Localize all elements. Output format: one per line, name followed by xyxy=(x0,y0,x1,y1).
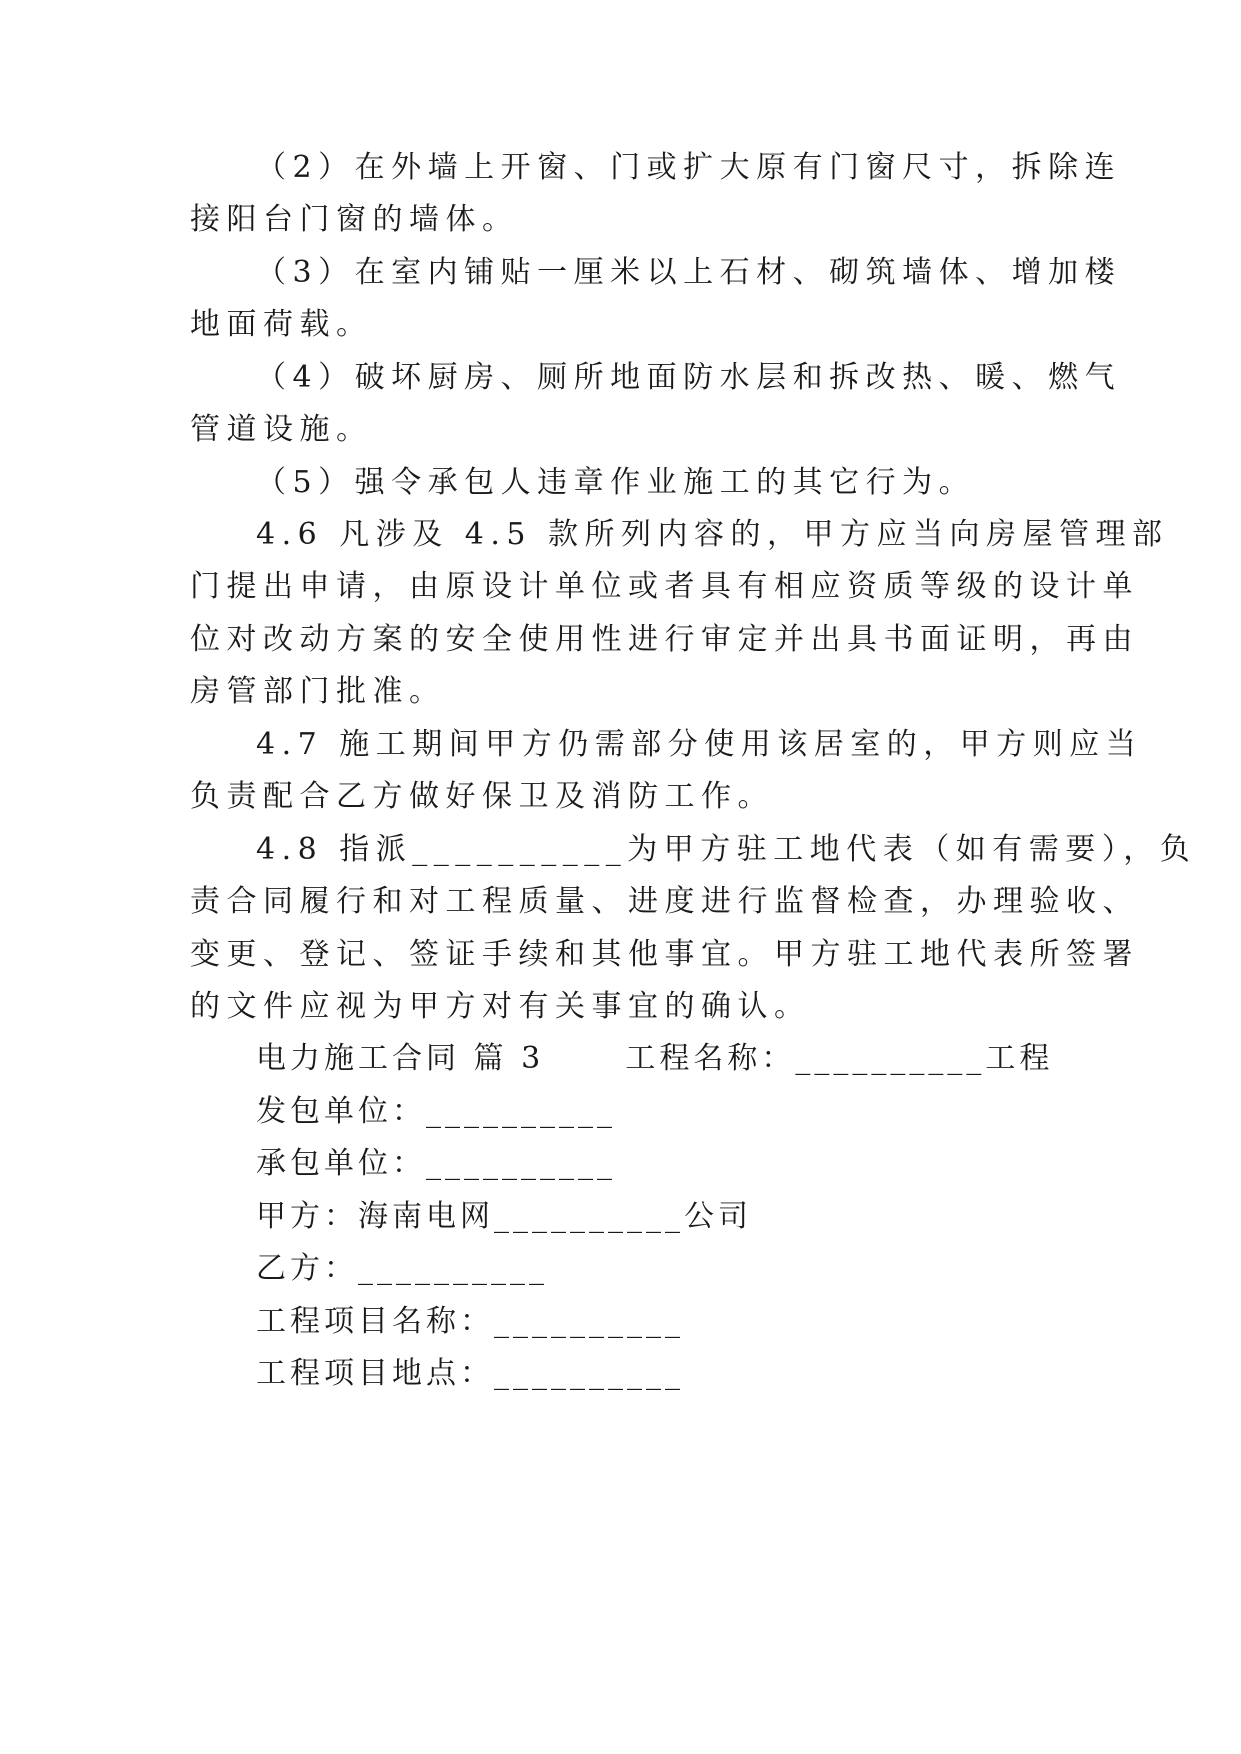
section-heading: 电力施工合同 篇 3 工程名称：__________工程 xyxy=(256,1041,1054,1076)
paragraph-line: （3）在室内铺贴一厘米以上石材、砌筑墙体、增加楼 xyxy=(256,255,1122,290)
form-field-party-b: 乙方：__________ xyxy=(256,1251,548,1286)
paragraph-line: 接阳台门窗的墙体。 xyxy=(190,202,519,237)
paragraph-line: 房管部门批准。 xyxy=(190,674,446,709)
paragraph-line: 责合同履行和对工程质量、进度进行监督检查，办理验收、 xyxy=(190,884,1139,919)
paragraph-line: 地面荷载。 xyxy=(190,307,373,342)
paragraph-line: 4.8 指派__________为甲方驻工地代表（如有需要），负 xyxy=(256,832,1197,867)
form-field-project-location: 工程项目地点：__________ xyxy=(256,1356,684,1391)
form-field-project-name: 工程项目名称：__________ xyxy=(256,1304,684,1339)
form-field-contractor-unit: 承包单位：__________ xyxy=(256,1146,616,1181)
paragraph-line: 位对改动方案的安全使用性进行审定并出具书面证明，再由 xyxy=(190,622,1139,657)
form-field-employer-unit: 发包单位：__________ xyxy=(256,1094,616,1129)
paragraph-line: （5）强令承包人违章作业施工的其它行为。 xyxy=(256,465,976,500)
paragraph-line: （4）破坏厨房、厕所地面防水层和拆改热、暖、燃气 xyxy=(256,360,1122,395)
paragraph-line: 负责配合乙方做好保卫及消防工作。 xyxy=(190,779,774,814)
paragraph-line: （2）在外墙上开窗、门或扩大原有门窗尺寸，拆除连 xyxy=(256,150,1122,185)
paragraph-line: 管道设施。 xyxy=(190,412,373,447)
paragraph-line: 变更、登记、签证手续和其他事宜。甲方驻工地代表所签署 xyxy=(190,937,1139,972)
paragraph-line: 门提出申请，由原设计单位或者具有相应资质等级的设计单 xyxy=(190,569,1139,604)
paragraph-line: 4.7 施工期间甲方仍需部分使用该居室的，甲方则应当 xyxy=(256,727,1143,762)
paragraph-line: 的文件应视为甲方对有关事宜的确认。 xyxy=(190,989,811,1024)
form-field-party-a: 甲方：海南电网__________公司 xyxy=(256,1199,752,1234)
paragraph-line: 4.6 凡涉及 4.5 款所列内容的，甲方应当向房屋管理部 xyxy=(256,517,1169,552)
